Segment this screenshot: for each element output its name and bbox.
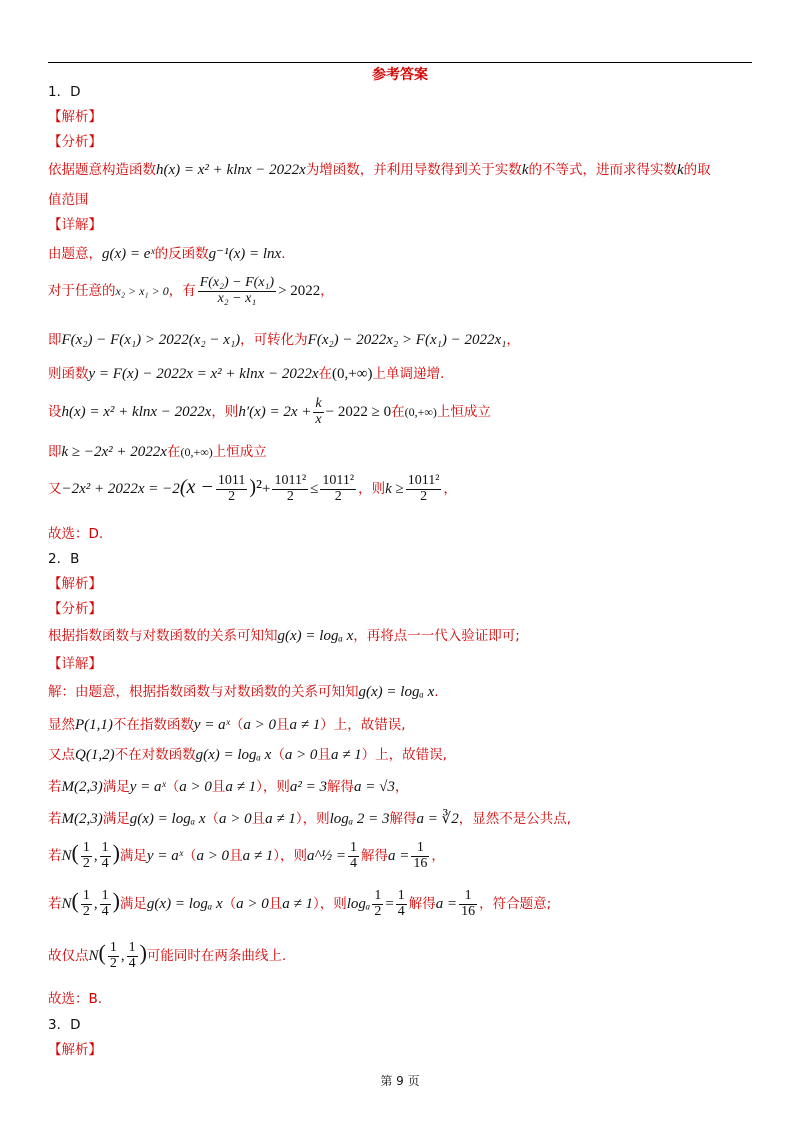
denominator: 2 [228, 488, 236, 504]
formula: (0,+∞) [332, 366, 373, 382]
numerator: 1011² [322, 473, 355, 488]
formula: g(x) = eˣ [102, 246, 155, 262]
formula: = [385, 896, 394, 912]
header-rule [48, 62, 752, 63]
fraction [198, 276, 276, 306]
formula: (0,+∞) [180, 445, 213, 459]
formula: g(x) = logₐ x [277, 628, 354, 644]
text: 满足 [102, 811, 130, 827]
formula: a > 0 [236, 896, 269, 912]
denominator: 4 [101, 855, 109, 871]
numerator: 1 [101, 839, 109, 855]
text: 在 [318, 366, 333, 382]
formula: h(x) = x² + klnx − 2022x [61, 404, 212, 421]
text: 则函数 [48, 366, 89, 382]
formula: , [120, 948, 125, 964]
text: 且 [276, 717, 290, 733]
q1-detail-tag: 【详解】 [48, 217, 102, 233]
text: ）上，故错误, [320, 717, 406, 733]
formula: N [61, 848, 72, 864]
formula: a = [435, 896, 458, 912]
formula: h(x) = x² + klnx − 2022x [156, 162, 306, 178]
numerator: 1 [82, 887, 90, 903]
text: 且 [317, 747, 331, 763]
formula: y = aˣ [146, 848, 183, 864]
text: ），则 [295, 811, 330, 827]
formula: a² = 3 [289, 779, 327, 795]
text: （ [165, 779, 180, 795]
text: 显然 [48, 717, 75, 733]
fraction [216, 474, 247, 504]
fraction [406, 474, 442, 504]
fraction [411, 841, 429, 871]
formula: h′(x) = 2x + [238, 404, 312, 421]
text: ， [394, 779, 409, 795]
formula: (x − [179, 476, 214, 499]
q2-detail-line2 [48, 713, 406, 734]
formula: a ≠ 1 [242, 848, 274, 864]
denominator: x₂ − x₁ [217, 290, 257, 306]
text: 又 [48, 481, 62, 498]
formula: F(x₂) − F(x₁) > 2022(x₂ − x₁) [61, 332, 241, 348]
page-title: 参考答案 [372, 67, 428, 83]
text: 且 [268, 896, 283, 912]
text: 且 [251, 811, 266, 827]
formula: a^½ = [307, 848, 346, 864]
formula: M(2,3) [61, 811, 103, 827]
text: ，再将点一一代入验证即可; [353, 628, 520, 644]
numerator: 1 [128, 939, 136, 955]
q2-detail-line4 [48, 775, 408, 796]
text: 且 [229, 848, 243, 864]
numerator: 1011 [217, 473, 246, 488]
denominator: 4 [128, 955, 136, 971]
denominator: 4 [397, 903, 405, 919]
denominator: 2 [334, 488, 342, 504]
formula: g(x) = logₐ x [129, 811, 206, 827]
fraction [272, 474, 308, 504]
formula: logₐ 2 = 3 [329, 811, 390, 827]
denominator: 4 [350, 855, 357, 871]
text: 解得 [408, 896, 436, 912]
formula: k [676, 162, 684, 178]
formula: a = [388, 848, 410, 864]
text: 的取 [683, 162, 711, 178]
text: ， [431, 848, 445, 864]
fraction [108, 941, 119, 971]
q2-detail-line8: 故仅点N( $\frac{1}{2}$ , $\frac{1}{4}$ )可能同时在两条曲线上. [48, 939, 287, 971]
text: ， [320, 283, 334, 300]
numerator: 1 [101, 887, 109, 903]
formula: y = aˣ [193, 717, 230, 733]
q1-detail-line2 [48, 276, 334, 306]
denominator: 2 [420, 488, 428, 504]
text: 在 [391, 404, 405, 421]
text: ，符合题意; [479, 896, 552, 912]
formula: a > 0 [196, 848, 230, 864]
formula: g⁻¹(x) = lnx [208, 246, 282, 262]
fraction [372, 889, 383, 919]
q2-detail-line3 [48, 743, 447, 764]
q2-detail-line5 [48, 807, 571, 828]
text: 若 [48, 811, 62, 827]
text: 上恒成立 [436, 404, 491, 421]
formula: (0,+∞) [404, 405, 437, 420]
formula: a ≠ 1 [282, 896, 314, 912]
text: （ [182, 848, 197, 864]
denominator: 4 [101, 903, 109, 919]
q2-detail-tag: 【详解】 [48, 656, 102, 672]
text: 解得 [327, 779, 354, 795]
text: 设 [48, 404, 62, 421]
text: 解得 [361, 848, 388, 864]
formula: y = aˣ [129, 779, 166, 795]
formula: a > 0 [218, 811, 252, 827]
q2-detail-line6: 若N( $\frac{1}{2}$ , $\frac{1}{4}$ )满足y = aˣ（a > 0且a ≠ 1），则a^½ = $\frac{1}{4}$ 解得a = $\frac{1}{16}$ ， [48, 839, 445, 871]
q1-detail-line3 [48, 328, 520, 349]
text: 且 [211, 779, 226, 795]
fraction [459, 889, 477, 919]
text: 不在指数函数 [112, 717, 194, 733]
text: 故仅点 [48, 948, 89, 964]
text: ），则 [313, 896, 347, 912]
q2-analysis-tag: 【解析】 [48, 576, 102, 592]
formula: , [93, 896, 98, 912]
fraction [100, 841, 111, 871]
q1-detail-line7 [48, 474, 457, 504]
formula: ≤ [310, 481, 319, 498]
text: ，则 [358, 481, 386, 498]
numerator: 1011² [274, 473, 307, 488]
text: 的不等式，进而求得实数 [528, 162, 677, 178]
numerator: 1 [397, 887, 405, 903]
text: 为增函数，并利用导数得到关于实数 [305, 162, 522, 178]
numerator: F(x₂) − F(x₁) [199, 275, 275, 290]
numerator: 1011² [407, 473, 440, 488]
formula: a ≠ 1 [289, 717, 321, 733]
q2-answer: 2．B [48, 551, 80, 567]
formula: g(x) = logₐ x [358, 684, 435, 700]
text: ，则 [211, 404, 239, 421]
formula: a ≠ 1 [265, 811, 296, 827]
q2-choose: 故选：B. [48, 991, 103, 1007]
denominator: x [315, 411, 322, 427]
formula: P(1,1) [75, 717, 113, 733]
text: ， [506, 332, 520, 348]
q3-analysis-tag: 【解析】 [48, 1042, 102, 1058]
text: 满足 [119, 896, 147, 912]
fraction [348, 841, 359, 871]
text: . [434, 684, 439, 700]
formula: + [262, 481, 271, 498]
formula: a = √3 [354, 779, 395, 795]
numerator: 1 [459, 889, 477, 905]
fraction [313, 397, 323, 427]
q1-fenxi-line [48, 158, 711, 179]
text: 满足 [119, 848, 147, 864]
fraction [320, 474, 356, 504]
formula: g(x) = logₐ x [146, 896, 223, 912]
formula: a ≠ 1 [225, 779, 257, 795]
text: . [281, 246, 286, 262]
q2-detail-line7: 若N( $\frac{1}{2}$ , $\frac{1}{4}$ )满足g(x) = logₐ x（a > 0且a ≠ 1），则logₐ $\frac{1}{2}$ = $\frac{1}{4}$ 解得a = $\frac{1}{16}$ ，符合题意; [48, 887, 552, 919]
formula: M(2,3) [61, 779, 103, 795]
text: 根据指数函数与对数函数的关系可知知 [48, 628, 278, 644]
formula: Q(1,2) [75, 747, 115, 763]
q1-fenxi-tag: 【分析】 [48, 134, 102, 150]
numerator: 1 [411, 841, 429, 857]
fraction [81, 889, 92, 919]
q1-answer: 1．D [48, 84, 81, 100]
text: （ [271, 747, 285, 763]
fraction [127, 941, 138, 971]
text: 由题意， [48, 246, 102, 262]
text: 上单调递增. [372, 366, 445, 382]
page-footer: 第 9 页 [380, 1074, 420, 1088]
denominator: 2 [286, 488, 294, 504]
denominator: 2 [109, 955, 117, 971]
formula: a ≠ 1 [330, 747, 362, 763]
text: 可能同时在两条曲线上. [146, 948, 287, 964]
formula: a = ∛2 [416, 811, 459, 827]
text: 的反函数 [154, 246, 209, 262]
q1-detail-line5 [48, 397, 491, 427]
text: （ [222, 896, 237, 912]
fraction [81, 841, 92, 871]
text: 即 [48, 332, 62, 348]
numerator: 1 [109, 939, 117, 955]
formula: a > 0 [179, 779, 212, 795]
q1-analysis-tag: 【解析】 [48, 109, 102, 125]
text: 解得 [389, 811, 417, 827]
q3-answer: 3．D [48, 1017, 81, 1033]
fraction [100, 889, 111, 919]
text: ）上，故错误, [361, 747, 447, 763]
q1-choose: 故选：D. [48, 526, 104, 542]
formula: , [93, 848, 98, 864]
text: 即 [48, 444, 62, 460]
text: 若 [48, 779, 62, 795]
text: ），则 [273, 848, 308, 864]
numerator: k [315, 396, 322, 411]
text: ，可转化为 [240, 332, 308, 348]
text: ， [443, 481, 457, 498]
formula: − 2022 ≥ 0 [325, 404, 392, 421]
text: ），则 [256, 779, 290, 795]
q1-fenxi-line2: 值范围 [48, 192, 89, 208]
formula: k ≥ [385, 481, 404, 498]
q2-fenxi-line [48, 624, 520, 645]
formula: logₐ [346, 896, 371, 912]
q1-detail-line1 [48, 242, 285, 263]
q2-detail-line1 [48, 680, 439, 701]
formula: a > 0 [243, 717, 277, 733]
denominator: 2 [374, 903, 382, 919]
text: 解：由题意，根据指数函数与对数函数的关系可知知 [48, 684, 359, 700]
denominator: 2 [82, 855, 90, 871]
text: 在 [166, 444, 181, 460]
formula: x₂ > x₁ > 0 [115, 284, 169, 299]
text: 满足 [102, 779, 130, 795]
formula: > 2022 [278, 283, 321, 300]
numerator: 1 [350, 839, 357, 855]
text: 又点 [48, 747, 75, 763]
text: ，有 [168, 283, 196, 300]
text: 若 [48, 896, 62, 912]
text: （ [229, 717, 244, 733]
text: 依据题意构造函数 [48, 162, 156, 178]
q1-detail-line6 [48, 440, 267, 461]
formula: y = F(x) − 2022x = x² + klnx − 2022x [88, 366, 319, 382]
denominator: 16 [413, 855, 428, 871]
text: 上恒成立 [212, 444, 267, 460]
text: 若 [48, 848, 62, 864]
numerator: 1 [82, 839, 90, 855]
q2-fenxi-tag: 【分析】 [48, 601, 102, 617]
numerator: 1 [374, 887, 382, 903]
formula: )² [249, 476, 262, 499]
formula: N [88, 948, 99, 964]
text: 对于任意的 [48, 283, 116, 300]
denominator: 2 [82, 903, 90, 919]
formula: k [521, 162, 529, 178]
formula: a > 0 [284, 747, 318, 763]
denominator: 16 [461, 903, 476, 919]
formula: F(x₂) − 2022x₂ > F(x₁) − 2022x₁ [307, 332, 507, 348]
fraction [396, 889, 407, 919]
text: ，显然不是公共点, [458, 811, 572, 827]
formula: g(x) = logₐ x [195, 747, 272, 763]
q1-detail-line4 [48, 362, 444, 383]
text: 不在对数函数 [114, 747, 196, 763]
formula: k ≥ −2x² + 2022x [61, 444, 167, 460]
formula: N [61, 896, 72, 912]
formula: −2x² + 2022x = −2 [61, 481, 180, 498]
text: （ [205, 811, 219, 827]
